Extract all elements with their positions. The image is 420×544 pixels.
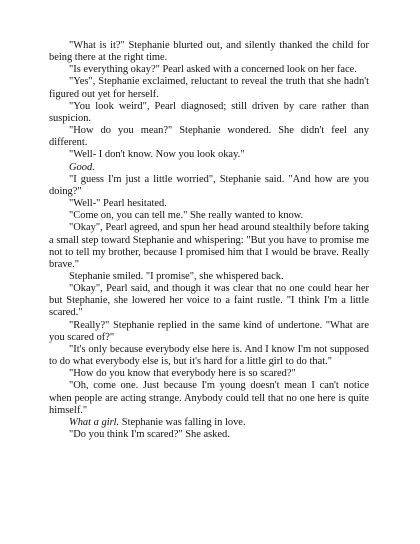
paragraph-text: "What is it?" Stephanie blurted out, and silently thanked the child for being there at the right time. — [49, 40, 369, 64]
paragraph-text: "You look weird", Pearl diagnosed; still driven by care rather than suspicion. — [49, 100, 369, 124]
paragraph-text: "Yes", Stephanie exclaimed, reluctant to reveal the truth that she hadn't figured out yet for herself. — [49, 76, 369, 100]
paragraph-19 — [49, 429, 369, 441]
paragraph-text: "Come on, you can tell me." She really wanted to know. — [69, 210, 304, 222]
paragraph-text: "Okay", Pearl said, and though it was clear that no one could hear her but Stephanie, she lowered her voice to a faint rustle. "I think I'm a little scared." — [49, 283, 369, 319]
paragraph-14 — [49, 320, 369, 344]
paragraph-2 — [49, 64, 369, 76]
paragraph-5 — [49, 125, 369, 149]
paragraph-text: Stephanie was falling in love. — [119, 416, 246, 428]
book-page-text — [49, 40, 369, 441]
italic-thought: Good. — [69, 161, 95, 173]
paragraph-text: "Oh, come one. Just because I'm young doesn't mean I can't notice when people are acting strange. Anybody could tell that no one here is quite himself." — [49, 380, 369, 416]
paragraph-text: "It's only because everybody else here is. And I know I'm not supposed to do what everybody else is, but it's hard for a little girl to do that." — [49, 343, 369, 368]
paragraph-text: "I guess I'm just a little worried", Stephanie said. "And how are you doing?" — [49, 173, 369, 197]
paragraph-13 — [49, 283, 369, 319]
paragraph-10 — [49, 210, 369, 222]
paragraph-text: "How do you mean?" Stephanie wondered. She didn't feel any different. — [49, 125, 369, 149]
italic-thought: What a girl. — [69, 416, 120, 428]
paragraph-text: "How do you know that everybody here is so scared?" — [69, 368, 296, 380]
paragraph-text: "Really?" Stephanie replied in the same kind of undertone. "What are you scared of?" — [49, 319, 369, 343]
paragraph-text: "Okay", Pearl agreed, and spun her head around stealthily before taking a small step toward Stephanie and whispering: "But you have to promise me not to tell my brother, because I promised him that I would be brave. Really brave." — [49, 222, 369, 270]
paragraph-15 — [49, 344, 369, 368]
paragraph-4 — [49, 101, 369, 125]
paragraph-text: "Do you think I'm scared?" She asked. — [69, 429, 230, 440]
paragraph-6 — [49, 149, 369, 161]
paragraph-3 — [49, 76, 369, 100]
paragraph-text: "Well- I don't know. Now you look okay." — [69, 149, 245, 161]
paragraph-1 — [49, 40, 369, 64]
paragraph-18 — [49, 417, 369, 429]
paragraph-12 — [49, 271, 369, 283]
paragraph-8 — [49, 174, 369, 198]
paragraph-9 — [49, 198, 369, 210]
paragraph-11 — [49, 222, 369, 271]
paragraph-16 — [49, 368, 369, 380]
paragraph-text: "Well-" Pearl hesitated. — [69, 198, 167, 210]
paragraph-7 — [49, 162, 369, 174]
paragraph-17 — [49, 380, 369, 416]
paragraph-text: Stephanie smiled. "I promise", she whispered back. — [69, 270, 284, 282]
paragraph-text: "Is everything okay?" Pearl asked with a concerned look on her face. — [69, 64, 357, 76]
